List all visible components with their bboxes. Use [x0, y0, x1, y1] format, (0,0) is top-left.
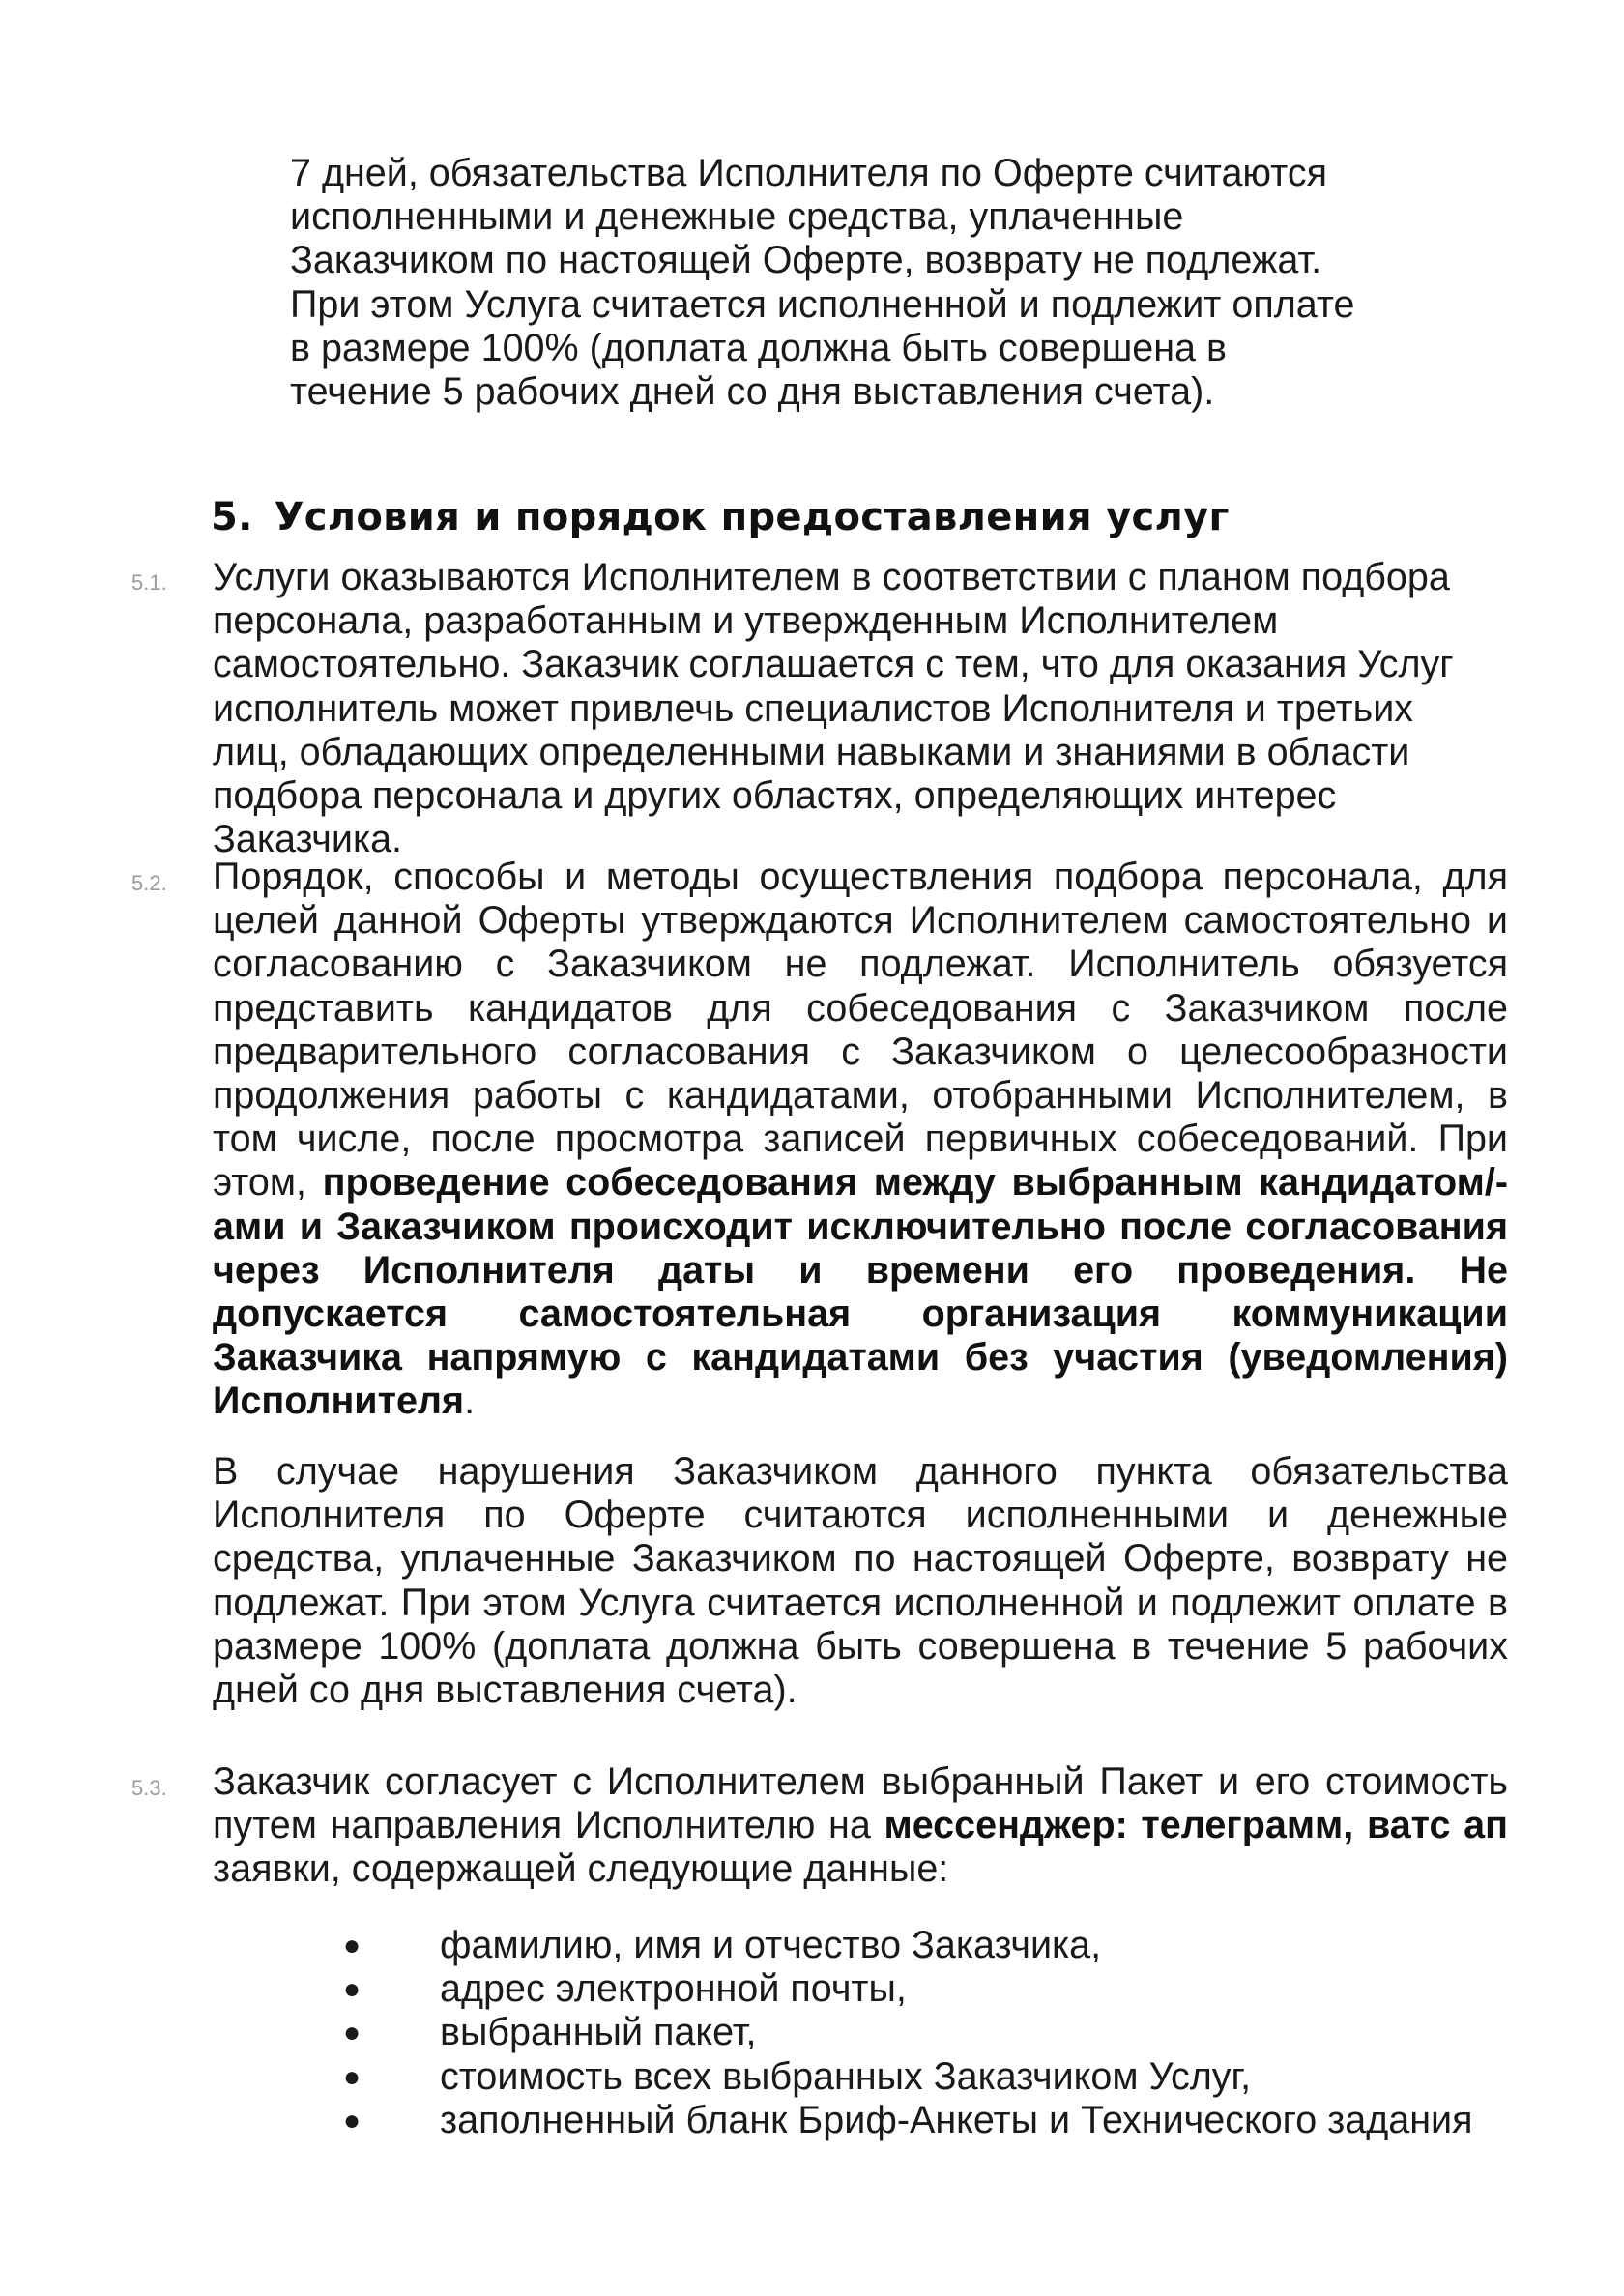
clause-number-5-3: 5.3.: [131, 1776, 167, 1800]
section-heading: [211, 495, 1230, 539]
clause-5-2-bold: проведение собеседования между выбранным кандидатом/-ами и Заказчиком происходит исключительно после согласования через Исполнителя даты и времени его проведения. Не допускается самостоятельная организация коммуникации Заказчика напрямую с кандидатами без участия (уведомления) Исполнителя: [213, 1161, 1508, 1423]
list-item: ● выбранный пакет,: [343, 2011, 757, 2054]
clause-number-5-2: 5.2.: [131, 871, 167, 895]
clause-5-3-bold: мессенджер: телеграмм, ватс ап: [884, 1804, 1508, 1847]
list-item: ● адрес электронной почты,: [343, 1967, 907, 2011]
bullet-icon: ●: [343, 2017, 362, 2049]
list-item: ● стоимость всех выбранных Заказчиком Услуг,: [343, 2054, 1252, 2098]
bullet-icon: ●: [343, 2104, 362, 2136]
clause-5-1-text: Услуги оказываются Исполнителем в соответствии с планом подбора персонала, разработанным и утвержденным Исполнителем самостоятельно. Заказчик соглашается с тем, что для оказания Услуг исполнитель может привлечь специалистов Исполнителя и третьих лиц, обладающих определенными навыками и знаниями в области подбора персонала и других областях, определяющих интерес Заказчика.: [213, 556, 1454, 861]
clause-5-3-text: [213, 1760, 1508, 1892]
clause-5-3-end: заявки, содержащей следующие данные:: [213, 1847, 949, 1891]
bullet-icon: ●: [343, 2060, 362, 2093]
clause-5-2-text: [213, 856, 1508, 1424]
clause-5-2-violation: В случае нарушения Заказчиком данного пункта обязательства Исполнителя по Оферте считаются исполненными и денежные средства, уплаченные Заказчиком по настоящей Оферте, возврату не подлежат. При этом Услуга считается исполненной и подлежит оплате в размере 100% (доплата должна быть совершена в течение 5 рабочих дней со дня выставления счета).: [213, 1450, 1508, 1712]
clause-5-2-end: .: [464, 1380, 476, 1423]
list-item: ● заполненный бланк Бриф-Анкеты и Технического задания: [343, 2098, 1473, 2141]
bullet-icon: ●: [343, 1930, 362, 1962]
bullet-icon: ●: [343, 1973, 362, 2006]
clause-5-2-plain: Порядок, способы и методы осуществления подбора персонала, для целей данной Оферты утверждаются Исполнителем самостоятельно и согласованию с Заказчиком не подлежат. Исполнитель обязуется представить кандидатов для собеседования с Заказчиком после предварительного согласования с Заказчиком о целесообразности продолжения работы с кандидатами, отобранными Исполнителем, в том числе, после просмотра записей первичных собеседований. При этом,: [213, 856, 1508, 1205]
intro-paragraph: 7 дней, обязательства Исполнителя по Оферте считаются исполненными и денежные средства, уплаченные Заказчиком по настоящей Оферте, возврату не подлежат. При этом Услуга считается исполненной и подлежит оплате в размере 100% (доплата должна быть совершена в течение 5 рабочих дней со дня выставления счета).: [290, 152, 1355, 414]
section-number: 5.: [211, 495, 253, 539]
list-item: ● фамилию, имя и отчество Заказчика,: [343, 1924, 1102, 1966]
clause-5-3-plain: Заказчик согласует с Исполнителем выбранный Пакет и его стоимость путем направления Исполнителю на: [213, 1760, 1508, 1847]
required-data-list: [343, 1924, 1473, 2142]
clause-number-5-1: 5.1.: [131, 570, 167, 595]
section-title: Условия и порядок предоставления услуг: [274, 495, 1230, 539]
